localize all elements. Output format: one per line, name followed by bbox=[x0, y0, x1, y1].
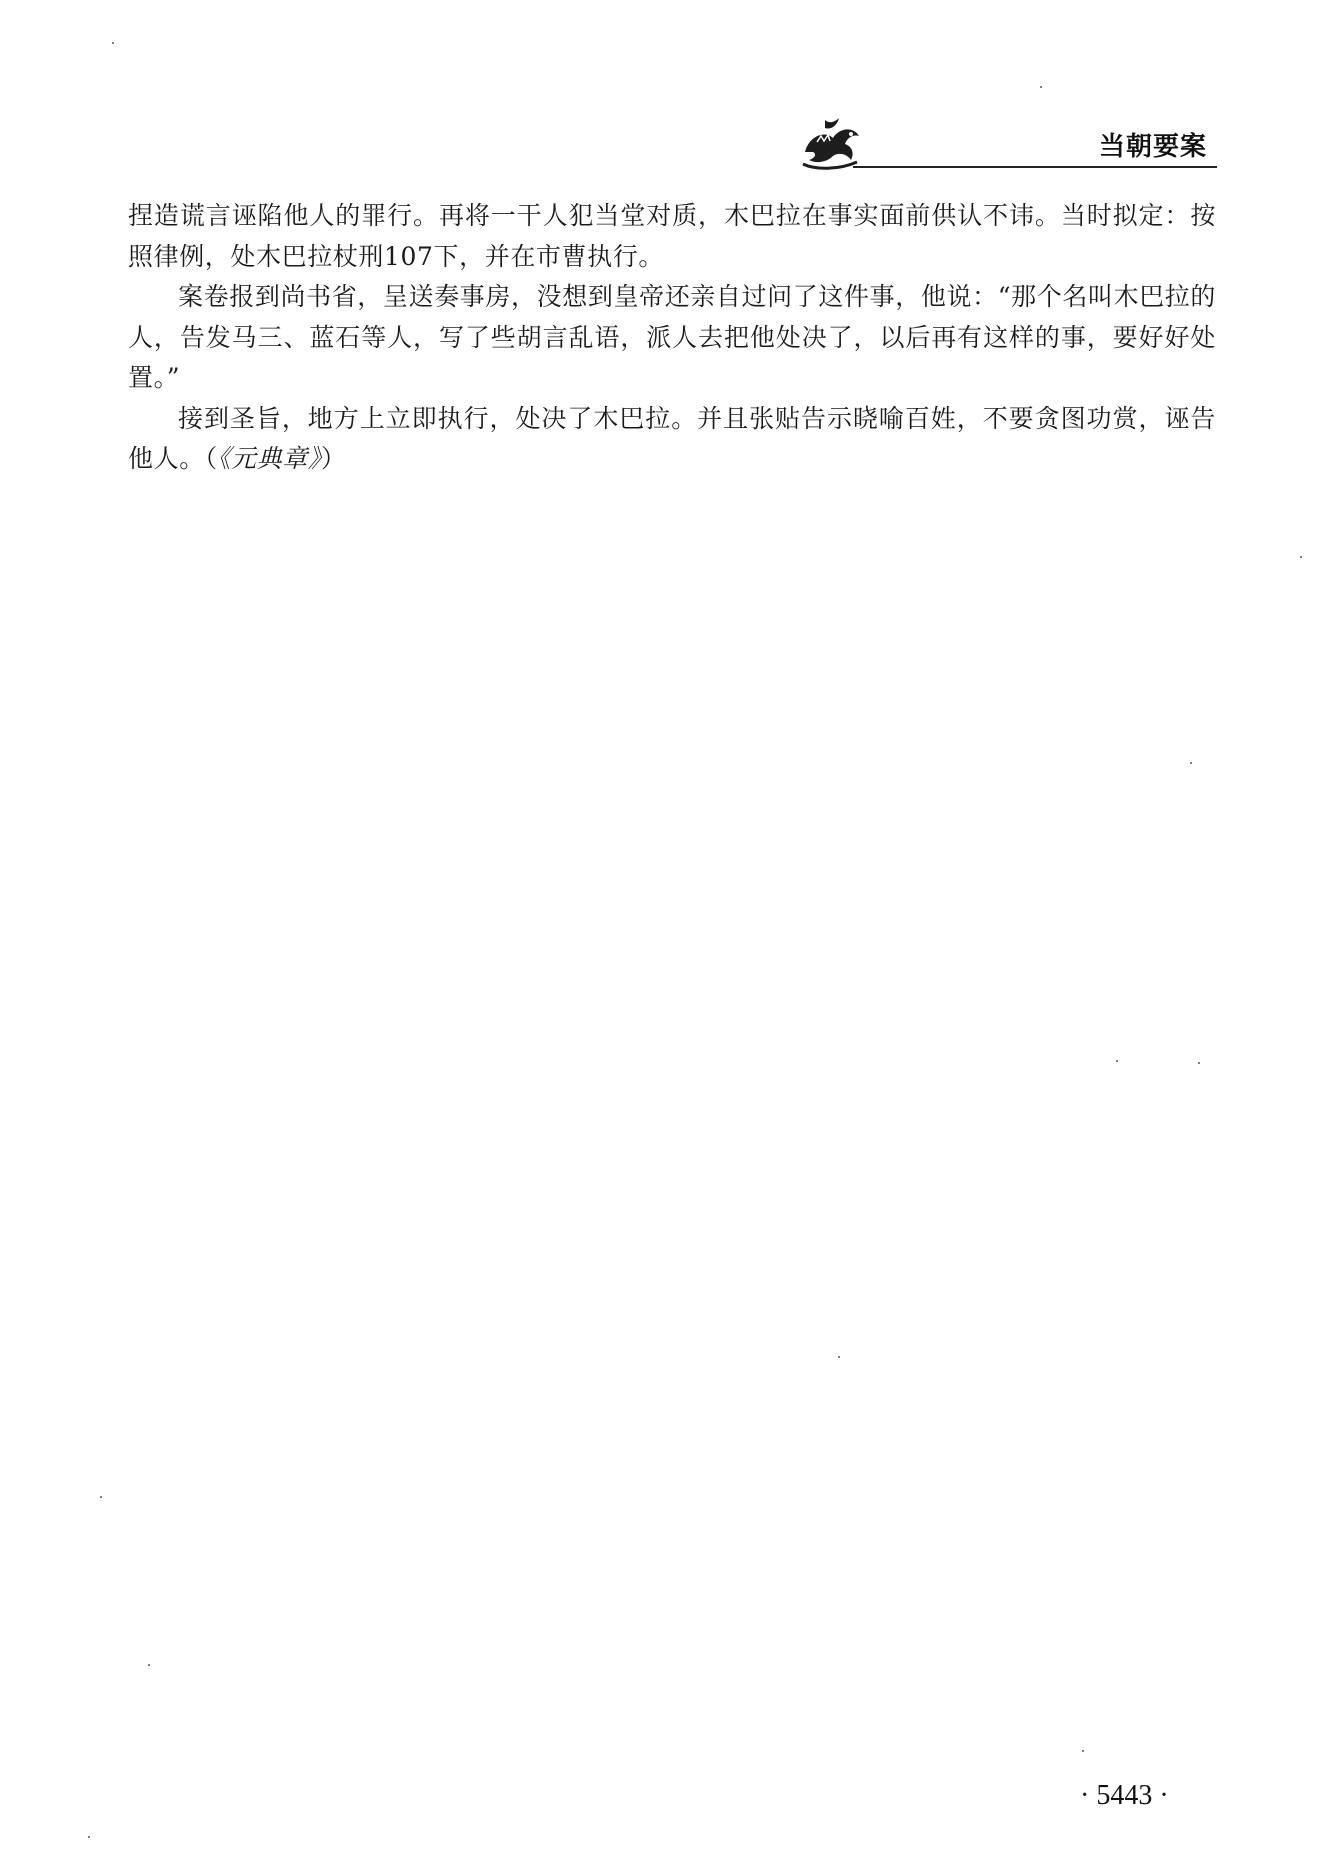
scan-speck bbox=[1040, 86, 1042, 88]
paragraph-1: 捏造谎言诬陷他人的罪行。再将一干人犯当堂对质，木巴拉在事实面前供认不讳。当时拟定：按照律例，处木巴拉杖刑107下，并在市曹执行。 bbox=[128, 201, 1216, 271]
paragraph-2: 案卷报到尚书省，呈送奏事房，没想到皇帝还亲自过问了这件事，他说：“那个名叫木巴拉的人，告发马三、蓝石等人，写了些胡言乱语，派人去把他处决了，以后再有这样的事，要好好处置。” bbox=[128, 282, 1216, 392]
scan-speck bbox=[148, 1664, 150, 1666]
scan-speck bbox=[112, 42, 114, 44]
header-divider bbox=[853, 166, 1217, 168]
scan-speck bbox=[100, 1496, 102, 1498]
paragraph-3-text: 接到圣旨，地方上立即执行，处决了木巴拉。并且张贴告示晓喻百姓，不要贪图功赏，诬告他人。（ bbox=[128, 403, 1216, 473]
source-citation: 《元典章》 bbox=[217, 444, 321, 473]
scan-speck bbox=[838, 1356, 840, 1358]
paragraph-3 bbox=[128, 399, 1216, 480]
scan-speck bbox=[1300, 556, 1302, 558]
article-body bbox=[128, 196, 1216, 480]
scan-speck bbox=[1082, 1750, 1084, 1752]
scan-speck bbox=[88, 1836, 90, 1838]
dragon-emblem-icon bbox=[795, 112, 867, 174]
paragraph-3-suffix: ） bbox=[320, 444, 347, 473]
scan-speck bbox=[1190, 762, 1192, 764]
running-header bbox=[795, 112, 1217, 174]
scan-speck bbox=[1116, 1060, 1118, 1062]
header-title: 当朝要案 bbox=[1098, 132, 1207, 162]
page-number: · 5443 · bbox=[1080, 1780, 1169, 1811]
scan-speck bbox=[1198, 1062, 1200, 1064]
